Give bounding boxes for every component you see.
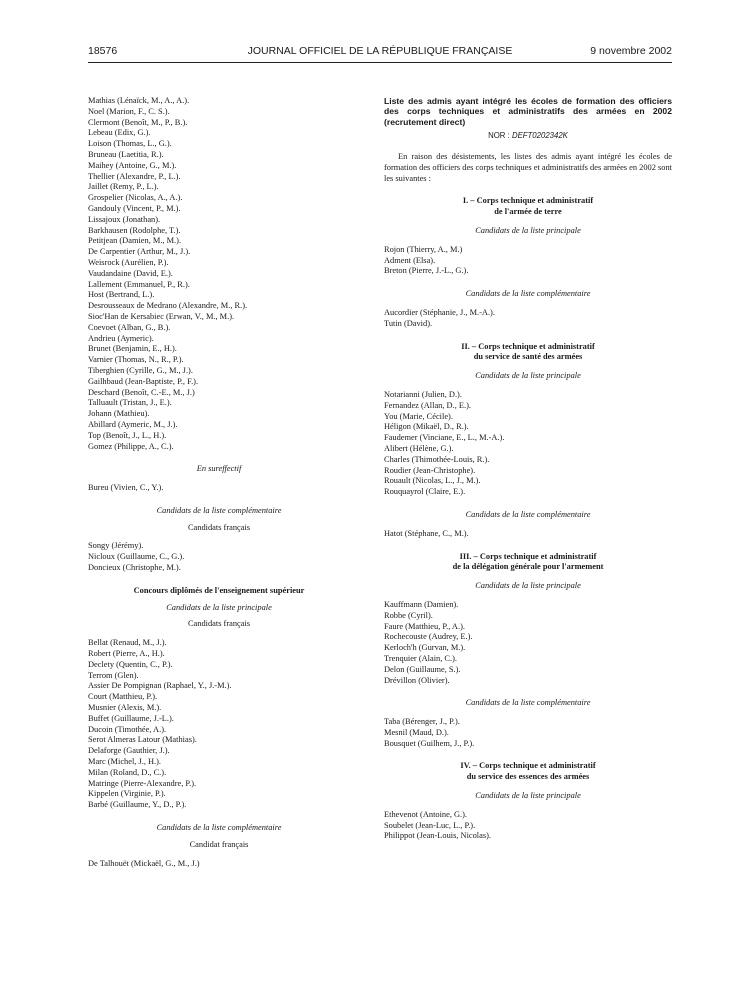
list-item: Assier De Pompignan (Raphael, Y., J.-M.). xyxy=(88,681,232,691)
left-column xyxy=(88,96,350,869)
list-item: Mathias (Lénaïck, M., A., A.). xyxy=(88,96,190,105)
name-list xyxy=(88,859,350,870)
journal-title: JOURNAL OFFICIEL DE LA RÉPUBLIQUE FRANÇAISE xyxy=(247,45,513,57)
list-item: Andrieu (Aymeric). xyxy=(88,333,154,343)
list-item: Mesnil (Maud, D.). xyxy=(384,727,449,737)
intro-paragraph: En raison des désistements, les listes des admis ayant intégré les écoles de formation des officiers des corps techniques et administratifs des armées en 2002 sont les suivantes : xyxy=(384,152,672,183)
section-subheading: Candidats de la liste complémentaire xyxy=(156,505,282,515)
spacer xyxy=(384,363,672,371)
name-list xyxy=(88,483,350,494)
list-item: Sioc'Han de Kersabiec (Erwan, V., M., M.). xyxy=(88,311,235,321)
list-item: Ethevenot (Antoine, G.). xyxy=(384,809,468,819)
list-item: Deschard (Benoît, C.-E., M., J.) xyxy=(88,387,195,397)
candidate-group-label: Candidat français xyxy=(189,839,249,849)
section-heading-line: de la délégation générale pour l'armement xyxy=(452,562,604,572)
section-subheading: Candidats de la liste complémentaire xyxy=(465,509,591,519)
list-item: Johann (Mathieu). xyxy=(88,409,150,419)
section-subheading: Candidats de la liste principale xyxy=(475,226,581,235)
list-item: Rochecouste (Audrey, E.). xyxy=(384,632,473,642)
nor-reference xyxy=(384,131,672,142)
list-item: Serot Almeras Latour (Mathias). xyxy=(88,735,197,745)
sections-container xyxy=(384,184,672,842)
list-item: Delon (Guillaume, S.). xyxy=(384,664,461,674)
spacer xyxy=(384,686,672,698)
spacer xyxy=(384,540,672,552)
list-item: Soubelet (Jean-Luc, L., P.). xyxy=(384,820,476,830)
section-heading-line: III. – Corps technique et administratif xyxy=(459,551,597,561)
list-item: Lissajoux (Jonathan). xyxy=(88,214,161,224)
spacer xyxy=(384,218,672,226)
list-item: Talluault (Tristan, J., E.). xyxy=(88,398,172,408)
list-item: Alibert (Hélène, G.). xyxy=(384,443,454,453)
section-heading-line: du service des essences des armées xyxy=(466,772,590,782)
list-item: Coevoet (Alban, G., B.). xyxy=(88,322,171,332)
list-item: You (Marie, Cécile). xyxy=(384,411,453,421)
list-item: Musnier (Alexis, M.). xyxy=(88,703,162,713)
list-item: Hatot (Stéphane, C., M.). xyxy=(384,528,469,538)
list-item: Héligon (Mikaël, D., R.). xyxy=(384,422,469,432)
spacer xyxy=(384,802,672,810)
list-item: Weisrock (Aurélien, P.). xyxy=(88,257,169,267)
list-item: Faudemer (Vinciane, E., L., M.-A.). xyxy=(384,433,505,443)
list-item: Marc (Michel, J., H.). xyxy=(88,757,162,767)
list-item: Thellier (Alexandre, P., L.). xyxy=(88,171,181,181)
list-item: Buffet (Guillaume, J.-L.). xyxy=(88,713,174,723)
section-heading-line: II. – Corps technique et administratif xyxy=(461,341,595,351)
section-subheading: En sureffectif xyxy=(196,464,242,474)
list-item: Trenquier (Alain, C.). xyxy=(384,653,457,663)
page-number: 18576 xyxy=(88,45,118,57)
list-item: Court (Matthieu, P.). xyxy=(88,692,158,702)
list-item: Rouault (Nicolas, L., J., M.). xyxy=(384,476,481,486)
spacer xyxy=(384,573,672,581)
list-item: Songy (Jérémy). xyxy=(88,541,144,551)
section-heading-line: IV. – Corps technique et administratif xyxy=(460,761,596,771)
list-item: Bellat (Renaud, M., J.). xyxy=(88,638,167,648)
list-item: Vaudandaine (David, E.). xyxy=(88,268,173,278)
list-item: Gailhbaud (Jean-Baptiste, P., F.). xyxy=(88,376,199,386)
list-item: Varnier (Thomas, N., R., P.). xyxy=(88,355,184,365)
list-item: Doncieux (Christophe, M.). xyxy=(88,563,181,573)
list-item: Adment (Elsa). xyxy=(384,255,436,265)
list-item: Terrom (Glen). xyxy=(88,670,139,680)
section-heading: Concours diplômés de l'enseignement supérieur xyxy=(133,585,305,595)
list-item: Gandouly (Vincent, P., M.). xyxy=(88,203,181,213)
issue-date: 9 novembre 2002 xyxy=(590,45,672,57)
list-item: Brunet (Benjamin, E., H.). xyxy=(88,344,177,354)
list-item: Bousquet (Guilhem, J., P.). xyxy=(384,738,475,748)
section-subheading: Candidats de la liste principale xyxy=(475,791,581,801)
list-item: Faure (Matthieu, P., A.). xyxy=(384,621,465,631)
name-list xyxy=(88,96,350,452)
list-item: Declety (Quentin, C., P.). xyxy=(88,659,173,669)
list-item: Rouquayrol (Claire, E.). xyxy=(384,487,466,497)
spacer xyxy=(384,184,672,196)
list-item: Lallement (Emmanuel, P., R.). xyxy=(88,279,190,289)
nor-label: NOR : xyxy=(488,131,510,141)
list-item: Drévillon (Olivier). xyxy=(384,675,450,685)
candidate-group-label: Candidats français xyxy=(187,522,251,532)
section-subheading: Candidats de la liste complémentaire xyxy=(465,289,591,299)
list-section xyxy=(384,330,672,540)
list-item: Philippot (Jean-Louis, Nicolas). xyxy=(384,831,491,841)
name-list xyxy=(88,541,350,573)
list-item: Charles (Thimothée-Louis, R.). xyxy=(384,454,490,464)
list-item: Taba (Bérenger, J., P.). xyxy=(384,717,460,727)
article-title: Liste des admis ayant intégré les écoles de formation des officiers des corps techniques et administratifs des armées en 2002 (recrutement direct) xyxy=(384,96,672,127)
list-item: Top (Benoît, J., L., H.). xyxy=(88,430,167,440)
section-subheading: Candidats de la liste principale xyxy=(475,371,581,381)
section-subheading: Candidats de la liste principale xyxy=(475,581,581,591)
list-item: Roudier (Jean-Christophe). xyxy=(384,465,476,475)
section-heading-line: de l'armée de terre xyxy=(494,207,562,217)
spacer xyxy=(384,300,672,308)
list-item: Kippelen (Virginie, P.). xyxy=(88,789,166,799)
spacer xyxy=(384,382,672,390)
spacer xyxy=(384,709,672,717)
list-item: Gomez (Philippe, A., C.). xyxy=(88,441,174,451)
list-item: Loison (Thomas, L., G.). xyxy=(88,139,172,149)
list-item: Lebeau (Edix, G.). xyxy=(88,128,151,138)
name-list xyxy=(88,638,350,811)
spacer xyxy=(384,277,672,289)
list-item: De Carpentier (Arthur, M., J.). xyxy=(88,247,191,257)
spacer xyxy=(384,237,672,245)
list-item: Tiberghien (Cyrille, G., M., J.). xyxy=(88,365,193,375)
candidate-group-label: Candidats français xyxy=(187,619,251,629)
list-item: Kauffmann (Damien). xyxy=(384,599,459,609)
list-item: Clermont (Benoît, M., P., B.). xyxy=(88,117,188,127)
list-item: Robert (Pierre, A., H.). xyxy=(88,649,165,659)
list-item: Matringe (Pierre-Alexandre, P.). xyxy=(88,778,197,788)
list-item: Bruneau (Laetitia, R.). xyxy=(88,149,164,159)
spacer xyxy=(384,521,672,529)
spacer xyxy=(384,749,672,761)
list-item: Delaforge (Gauthier, J.). xyxy=(88,746,170,756)
list-item: Petitjean (Damien, M., M.). xyxy=(88,236,182,246)
list-item: Kerloch'h (Gurvan, M.). xyxy=(384,643,466,653)
spacer xyxy=(384,783,672,791)
list-item: Jaillet (Remy, P., L.). xyxy=(88,182,159,192)
nor-code: DEFT0202342K xyxy=(511,131,568,141)
list-item: Aucordier (Stéphanie, J., M.-A.). xyxy=(384,307,495,317)
list-section xyxy=(384,540,672,750)
list-item: Nicloux (Guillaume, C., G.). xyxy=(88,552,185,562)
list-item: Host (Bertrand, L.). xyxy=(88,290,155,300)
list-item: De Talhouët (Mickaël, G., M., J.) xyxy=(88,858,200,868)
list-item: Maihey (Antoine, G., M.). xyxy=(88,160,177,170)
list-item: Robbe (Cyril). xyxy=(384,610,433,620)
section-subheading: Candidats de la liste principale xyxy=(166,602,272,612)
list-item: Desrousseaux de Medrano (Alexandre, M., R.). xyxy=(88,301,248,311)
list-section xyxy=(384,184,672,329)
list-item: Bureu (Vivien, C., Y.). xyxy=(88,483,164,493)
section-subheading: Candidats de la liste complémentaire xyxy=(156,823,282,833)
list-item: Breton (Pierre, J.-L., G.). xyxy=(384,266,469,276)
list-item: Barbé (Guillaume, Y., D., P.). xyxy=(88,800,187,810)
list-item: Noel (Marion, F., C. S.). xyxy=(88,106,170,116)
section-subheading: Candidats de la liste complémentaire xyxy=(465,698,591,708)
spacer xyxy=(384,498,672,510)
list-item: Grospelier (Nicolas, A., A.). xyxy=(88,193,183,203)
list-item: Rojon (Thierry, A., M.) xyxy=(384,244,463,254)
section-heading-line: I. – Corps technique et administratif xyxy=(462,196,594,206)
spacer xyxy=(384,592,672,600)
right-column xyxy=(384,96,672,842)
section-heading-line: du service de santé des armées xyxy=(473,352,583,362)
page-header xyxy=(88,45,672,61)
list-item: Milan (Roland, D., C.). xyxy=(88,767,167,777)
list-item: Notarianni (Julien, D.). xyxy=(384,389,462,399)
list-item: Tutin (David). xyxy=(384,318,433,328)
header-rule xyxy=(88,62,672,63)
spacer xyxy=(384,330,672,342)
list-item: Abillard (Aymeric, M., J.). xyxy=(88,419,178,429)
list-item: Barkhausen (Rodolphe, T.). xyxy=(88,225,181,235)
list-item: Fernandez (Allan, D., E.). xyxy=(384,400,471,410)
list-section xyxy=(384,749,672,842)
list-item: Ducoin (Timothée, A.). xyxy=(88,724,167,734)
